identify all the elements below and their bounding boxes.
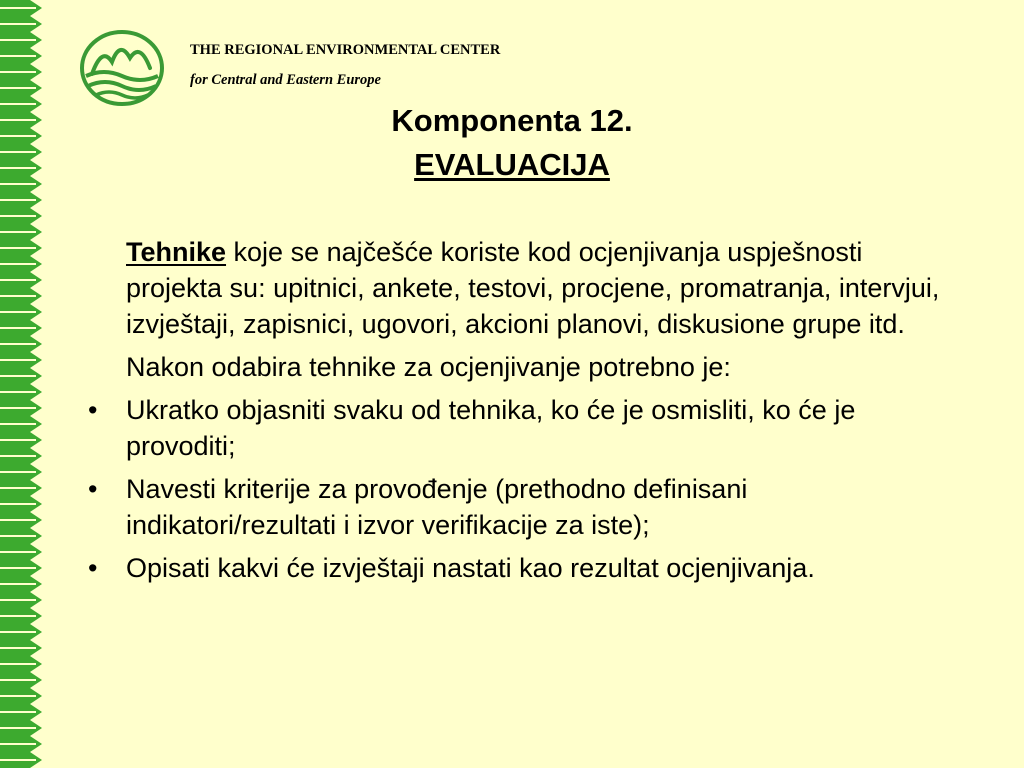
bullet-list — [88, 392, 946, 586]
organization-subtitle: for Central and Eastern Europe — [190, 72, 381, 88]
intro-term: Tehnike — [126, 237, 227, 267]
slide-body — [88, 234, 946, 593]
list-item-text: Navesti kriterije za provođenje (prethodno definisani indikatori/rezultati i izvor verifikacije za iste); — [126, 474, 748, 540]
bullet-icon: • — [88, 395, 98, 425]
list-item — [88, 550, 946, 586]
bullet-icon: • — [88, 474, 98, 504]
bullet-icon: • — [88, 553, 98, 583]
slide-subtitle — [0, 146, 1024, 184]
slide-title: Komponenta 12. — [391, 103, 633, 138]
intro-text: koje se najčešće koriste kod ocjenjivanja uspješnosti projekta su: upitnici, ankete, testovi, procjene, promatranja, intervjui, izvještaji, zapisnici, ugovori, akcioni planovi, diskusione grupe itd. — [126, 237, 940, 339]
organization-name: THE REGIONAL ENVIRONMENTAL CENTER — [190, 42, 501, 58]
list-item — [88, 392, 946, 464]
intro-paragraph — [126, 234, 946, 342]
list-item — [88, 471, 946, 543]
list-item-text: Opisati kakvi će izvještaji nastati kao rezultat ocjenjivanja. — [126, 553, 815, 583]
list-item-text: Ukratko objasniti svaku od tehnika, ko će je osmisliti, ko će je provoditi; — [126, 395, 856, 461]
rec-logo-icon — [78, 28, 166, 108]
slide-subtitle-text: EVALUACIJA — [414, 147, 610, 182]
lead-paragraph: Nakon odabira tehnike za ocjenjivanje potrebno je: — [126, 352, 731, 382]
